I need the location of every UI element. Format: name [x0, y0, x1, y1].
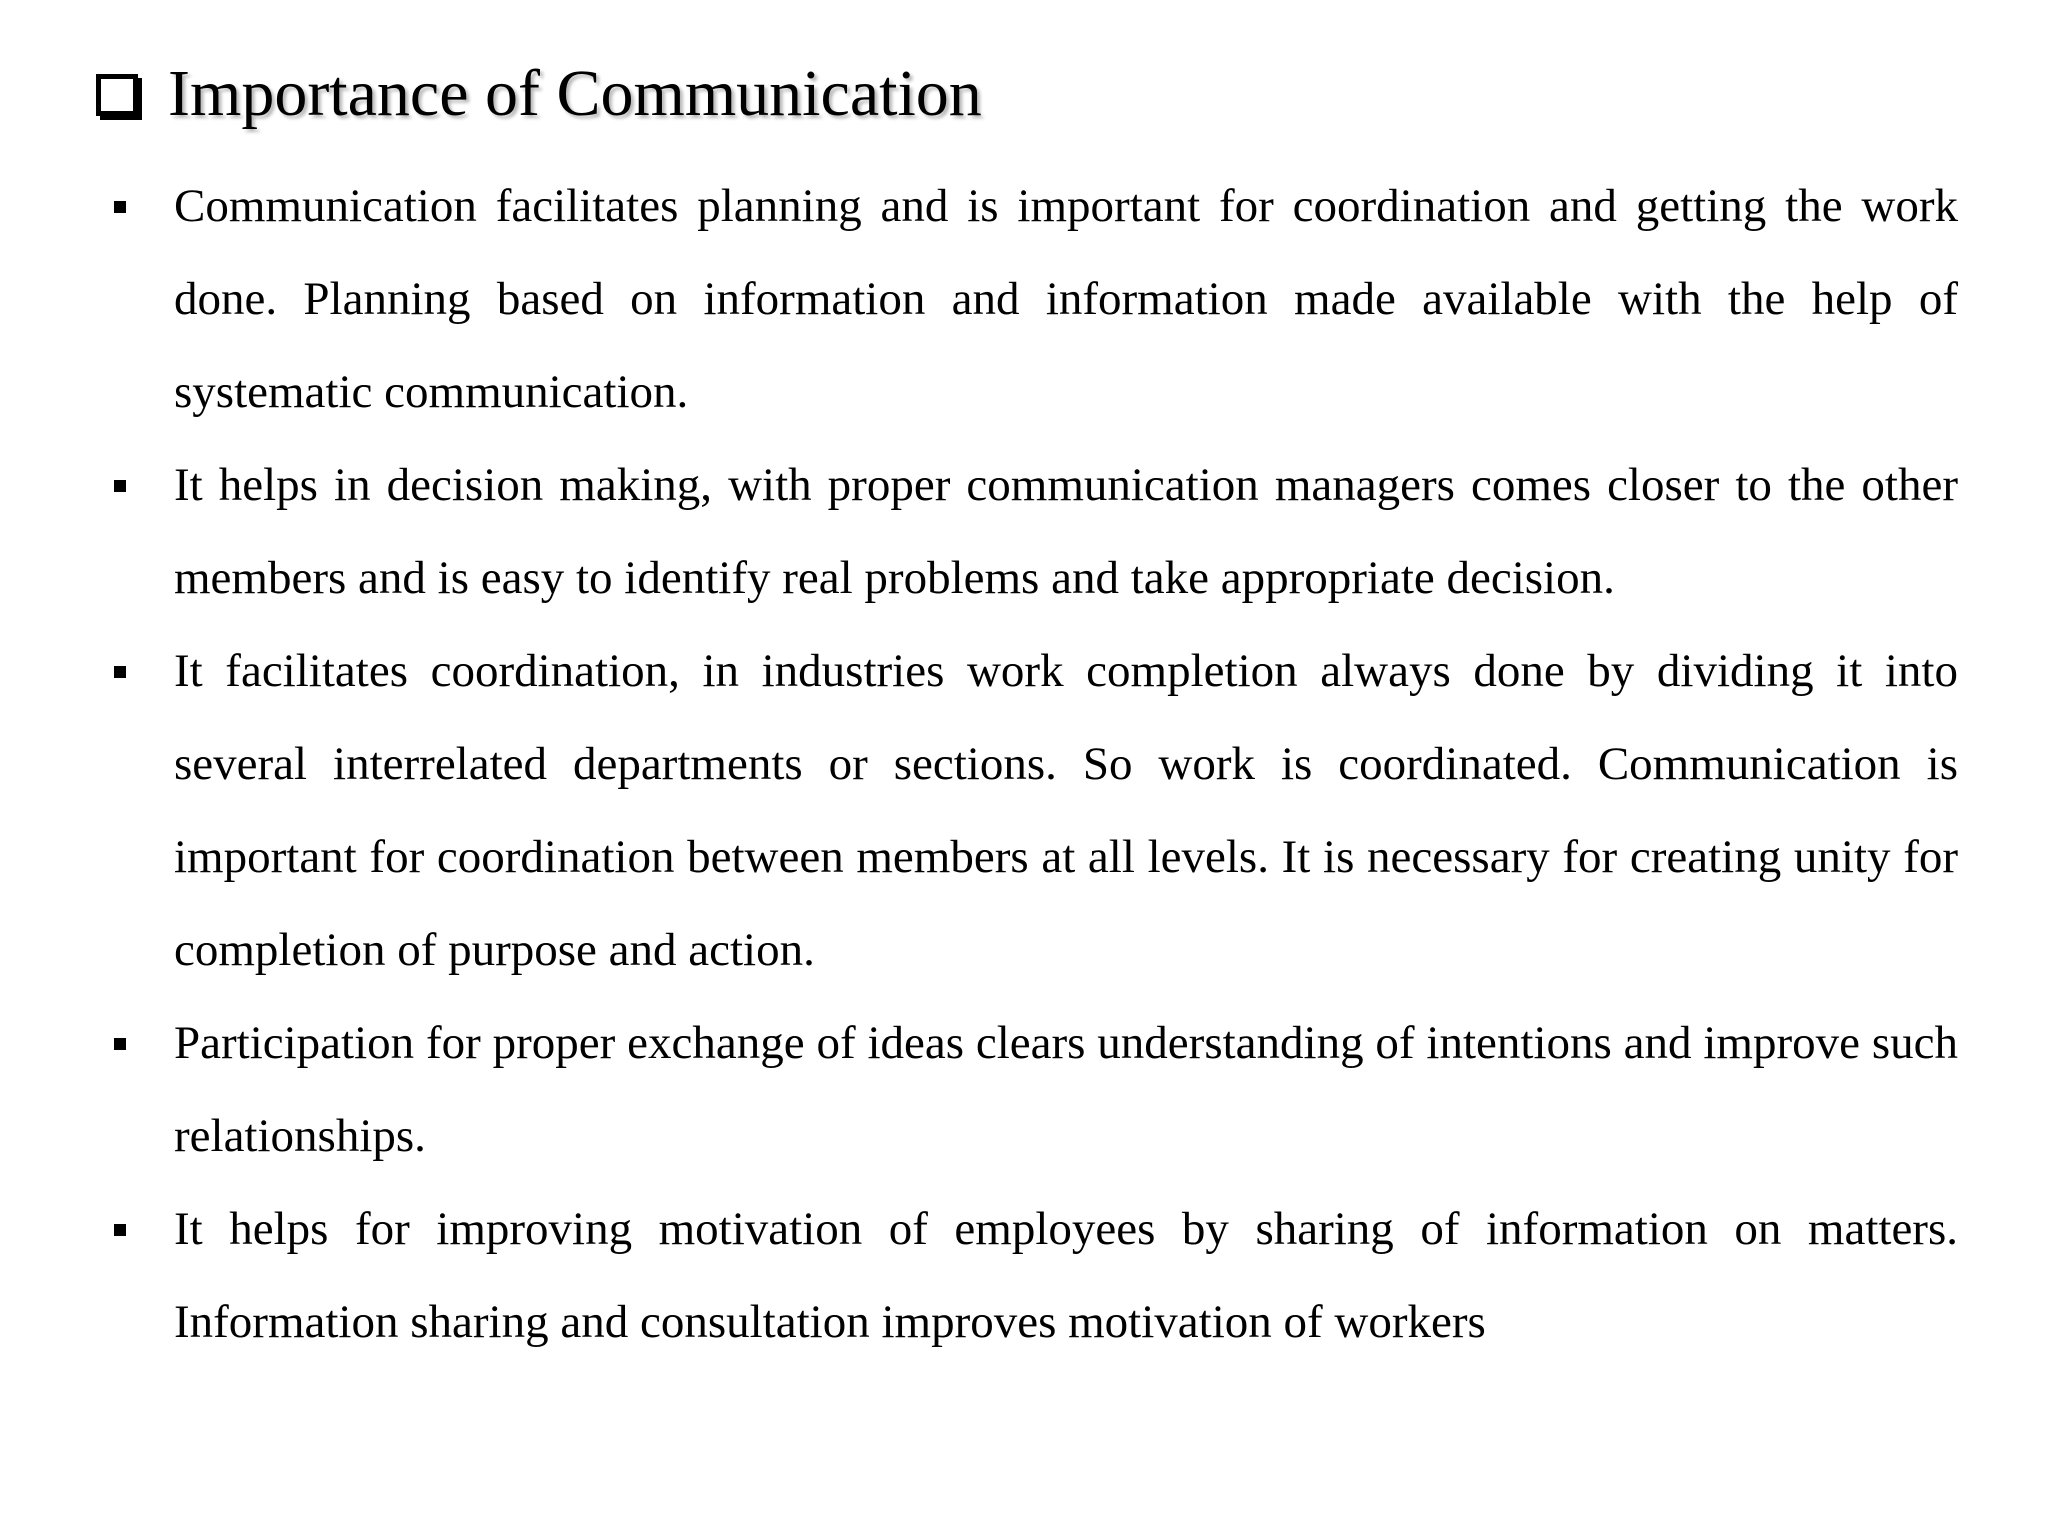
bullet-item — [112, 160, 1958, 439]
bullet-text: It helps in decision making, with proper communication managers comes closer to the other members and is easy to identify real problems and take appropriate decision. — [174, 459, 1958, 604]
bullet-text: Participation for proper exchange of ideas clears understanding of intentions and improve such relationships. — [174, 1017, 1958, 1162]
bullet-item — [112, 997, 1958, 1183]
slide-title: Importance of Communication — [168, 57, 982, 130]
bullet-text: It facilitates coordination, in industries work completion always done by dividing it into several interrelated departments or sections. So work is coordinated. Communication is important for coordination between members at all levels. It is necessary for creating unity for completion of purpose and action. — [174, 645, 1958, 976]
square-bullet-icon — [112, 625, 174, 718]
checkbox-bullet-icon — [96, 74, 138, 116]
square-bullet-icon — [112, 439, 174, 532]
bullet-item — [112, 439, 1958, 625]
bullet-list — [112, 160, 1958, 1369]
square-bullet-icon — [112, 1183, 174, 1276]
bullet-text: It helps for improving motivation of employees by sharing of information on matters. Information sharing and consultation improves motivation of workers — [174, 1203, 1958, 1348]
bullet-item — [112, 625, 1958, 997]
square-bullet-icon — [112, 160, 174, 253]
square-bullet-icon — [112, 997, 174, 1090]
bullet-item — [112, 1183, 1958, 1369]
bullet-text: Communication facilitates planning and is important for coordination and getting the work done. Planning based on information and information made available with the help of systematic communication. — [174, 180, 1958, 418]
title-row — [96, 44, 982, 144]
